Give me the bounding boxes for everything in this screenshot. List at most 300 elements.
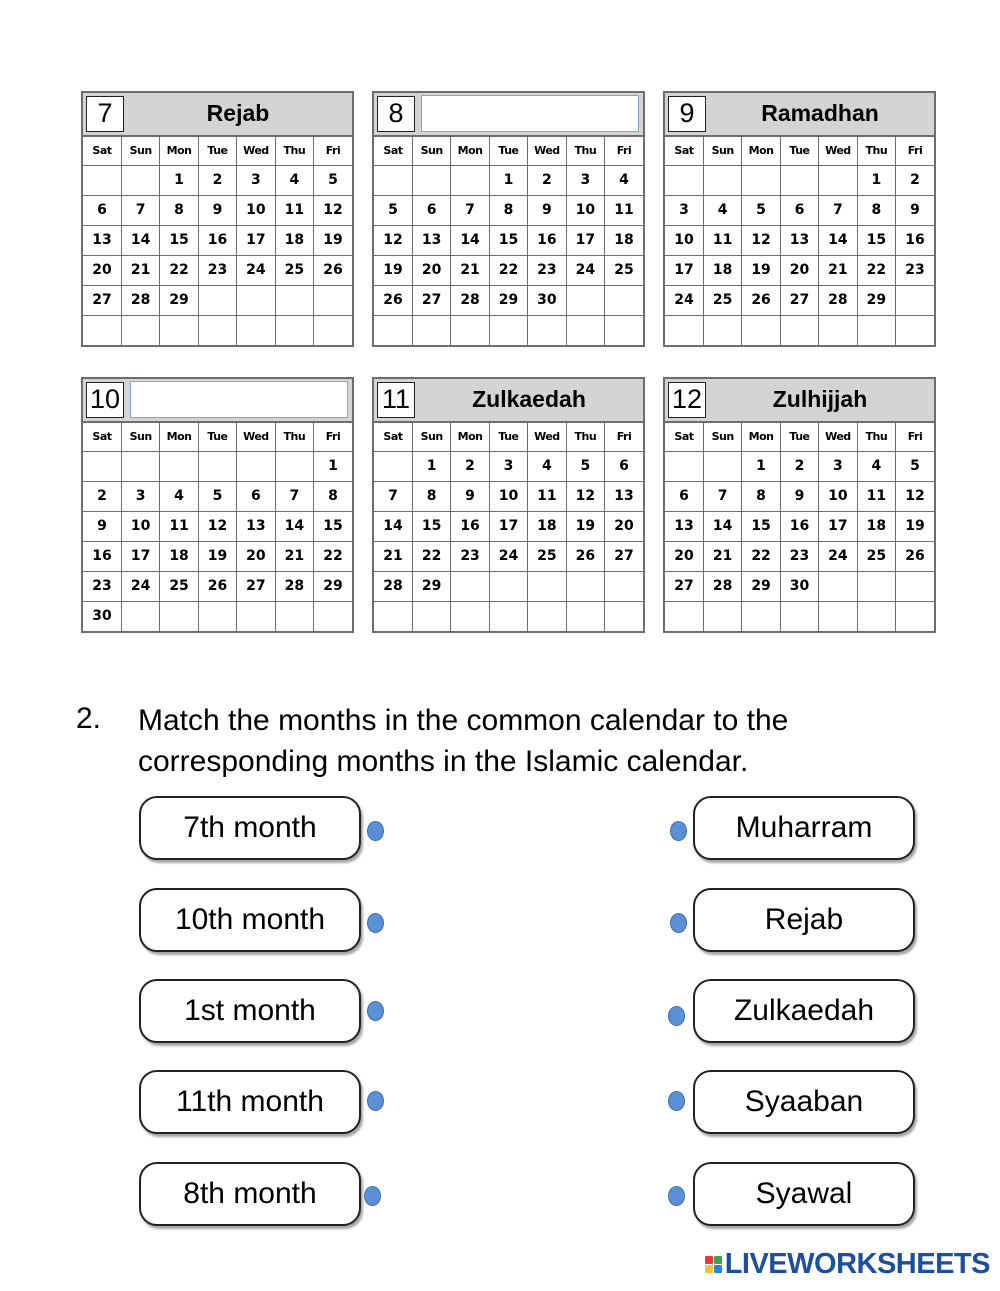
day-cell: 26 [314, 255, 352, 285]
weekday-header: Sun [703, 137, 741, 165]
week-row [374, 601, 643, 631]
month-name-input[interactable] [421, 95, 639, 132]
day-cell: 16 [528, 225, 566, 255]
right-connector-dot[interactable] [668, 1186, 685, 1206]
day-cell: 14 [703, 511, 741, 541]
day-cell [275, 315, 313, 345]
day-cell [703, 451, 741, 481]
weekday-header: Mon [742, 423, 780, 451]
month-number: 8 [377, 96, 415, 132]
day-cell: 14 [374, 511, 412, 541]
week-row [374, 541, 643, 571]
day-cell: 16 [198, 225, 236, 255]
week-row [665, 315, 934, 345]
day-cell: 15 [160, 225, 198, 255]
week-row [83, 571, 352, 601]
day-cell: 5 [374, 195, 412, 225]
weekday-header: Sat [665, 137, 703, 165]
day-cell [314, 601, 352, 631]
day-cell [275, 451, 313, 481]
day-cell: 1 [314, 451, 352, 481]
day-cell [374, 165, 412, 195]
day-cell: 10 [121, 511, 159, 541]
weekday-header: Sun [121, 423, 159, 451]
weekday-header: Thu [857, 137, 895, 165]
day-cell [857, 315, 895, 345]
day-cell: 18 [275, 225, 313, 255]
day-cell: 17 [665, 255, 703, 285]
day-cell [83, 451, 121, 481]
day-cell: 22 [489, 255, 527, 285]
left-connector-dot[interactable] [367, 1001, 384, 1021]
day-cell [121, 601, 159, 631]
day-cell: 8 [160, 195, 198, 225]
day-cell [896, 315, 934, 345]
left-item-8th-month[interactable]: 8th month [139, 1162, 361, 1226]
question-text: Match the months in the common calendar to the corresponding months in the Islamic calendar. [138, 704, 789, 778]
day-cell [896, 601, 934, 631]
day-cell: 15 [412, 511, 450, 541]
day-cell [160, 601, 198, 631]
day-cell [275, 285, 313, 315]
day-cell: 9 [780, 481, 818, 511]
day-cell [489, 571, 527, 601]
calendar-month-11 [372, 377, 645, 633]
day-cell: 15 [489, 225, 527, 255]
day-cell: 3 [121, 481, 159, 511]
day-cell: 19 [198, 541, 236, 571]
left-connector-dot[interactable] [364, 1186, 381, 1206]
right-item-rejab[interactable]: Rejab [693, 888, 915, 952]
day-cell: 26 [374, 285, 412, 315]
day-cell: 18 [857, 511, 895, 541]
day-cell: 20 [237, 541, 275, 571]
day-cell: 22 [412, 541, 450, 571]
day-cell: 21 [451, 255, 489, 285]
weekday-header: Sat [665, 423, 703, 451]
day-cell: 24 [566, 255, 604, 285]
day-cell: 22 [742, 541, 780, 571]
week-row [83, 285, 352, 315]
day-cell: 27 [237, 571, 275, 601]
day-cell: 28 [703, 571, 741, 601]
day-cell: 30 [528, 285, 566, 315]
month-name: Rejab [206, 100, 270, 126]
week-row [374, 255, 643, 285]
weekday-header: Wed [237, 137, 275, 165]
day-cell [566, 571, 604, 601]
day-cell [374, 601, 412, 631]
day-cell: 2 [451, 451, 489, 481]
day-cell: 21 [121, 255, 159, 285]
weekday-header: Thu [857, 423, 895, 451]
calendar-header [374, 379, 643, 423]
calendar-month-12 [663, 377, 936, 633]
day-cell: 14 [275, 511, 313, 541]
weekday-header: Sat [374, 137, 412, 165]
day-cell: 29 [160, 285, 198, 315]
week-row [374, 285, 643, 315]
day-cell [528, 315, 566, 345]
day-cell [605, 571, 643, 601]
day-cell [237, 601, 275, 631]
day-cell: 1 [742, 451, 780, 481]
day-cell: 7 [451, 195, 489, 225]
day-cell: 11 [528, 481, 566, 511]
day-cell: 14 [121, 225, 159, 255]
week-row [374, 451, 643, 481]
day-cell: 29 [412, 571, 450, 601]
week-row [83, 481, 352, 511]
weekday-header: Tue [780, 137, 818, 165]
calendar-header [374, 93, 643, 137]
day-cell [237, 315, 275, 345]
day-cell: 12 [198, 511, 236, 541]
day-cell [780, 165, 818, 195]
month-number: 11 [377, 382, 415, 418]
weekday-header: Tue [489, 423, 527, 451]
day-cell: 24 [665, 285, 703, 315]
day-cell [412, 601, 450, 631]
day-cell [121, 315, 159, 345]
left-item-11th-month[interactable]: 11th month [139, 1070, 361, 1134]
week-row [665, 511, 934, 541]
day-cell [896, 285, 934, 315]
day-cell: 4 [528, 451, 566, 481]
weekday-header: Sun [412, 137, 450, 165]
day-cell: 21 [703, 541, 741, 571]
weekday-header: Mon [742, 137, 780, 165]
day-cell [665, 451, 703, 481]
day-cell: 19 [566, 511, 604, 541]
day-cell [566, 315, 604, 345]
day-cell: 25 [857, 541, 895, 571]
week-row [665, 571, 934, 601]
day-cell: 10 [819, 481, 857, 511]
day-cell [605, 601, 643, 631]
day-cell [605, 285, 643, 315]
day-cell [83, 165, 121, 195]
day-cell: 2 [780, 451, 818, 481]
day-cell: 29 [742, 571, 780, 601]
day-cell [742, 601, 780, 631]
month-name: Zulkaedah [472, 386, 586, 412]
weekday-header: Wed [237, 423, 275, 451]
day-cell [374, 315, 412, 345]
day-cell: 25 [275, 255, 313, 285]
week-row [374, 225, 643, 255]
weekday-header: Tue [780, 423, 818, 451]
right-item-zulkaedah[interactable]: Zulkaedah [693, 979, 915, 1043]
day-cell: 25 [605, 255, 643, 285]
day-cell [237, 451, 275, 481]
day-cell: 21 [819, 255, 857, 285]
day-cell: 9 [198, 195, 236, 225]
day-cell [703, 601, 741, 631]
liveworksheets-brand[interactable] [705, 1248, 990, 1281]
weekday-header: Mon [451, 423, 489, 451]
day-cell: 5 [314, 165, 352, 195]
calendar-grid [374, 423, 643, 631]
day-cell [566, 601, 604, 631]
week-row [374, 195, 643, 225]
day-cell [703, 315, 741, 345]
day-cell: 13 [780, 225, 818, 255]
day-cell: 23 [780, 541, 818, 571]
day-cell: 7 [703, 481, 741, 511]
day-cell: 11 [275, 195, 313, 225]
week-row [374, 481, 643, 511]
day-cell [896, 571, 934, 601]
day-cell [198, 285, 236, 315]
day-cell: 6 [237, 481, 275, 511]
day-cell: 6 [665, 481, 703, 511]
day-cell: 17 [237, 225, 275, 255]
day-cell [451, 571, 489, 601]
day-cell: 1 [412, 451, 450, 481]
weekday-header: Fri [605, 423, 643, 451]
left-connector-dot[interactable] [367, 821, 384, 841]
week-row [83, 165, 352, 195]
weekday-header: Tue [198, 423, 236, 451]
day-cell: 15 [742, 511, 780, 541]
week-row [374, 315, 643, 345]
weekday-header: Sun [121, 137, 159, 165]
right-connector-dot[interactable] [668, 1006, 685, 1026]
weekday-header: Sun [703, 423, 741, 451]
week-row [665, 195, 934, 225]
weekday-header: Tue [198, 137, 236, 165]
day-cell: 11 [160, 511, 198, 541]
left-connector-dot[interactable] [367, 913, 384, 933]
weekday-header: Wed [819, 137, 857, 165]
day-cell: 14 [819, 225, 857, 255]
day-cell [819, 315, 857, 345]
day-cell [780, 315, 818, 345]
right-item-syawal[interactable]: Syawal [693, 1162, 915, 1226]
logo-square [705, 1256, 713, 1264]
day-cell: 21 [374, 541, 412, 571]
right-item-muharram[interactable]: Muharram [693, 796, 915, 860]
day-cell: 16 [83, 541, 121, 571]
day-cell: 2 [528, 165, 566, 195]
right-connector-dot[interactable] [670, 913, 687, 933]
calendar-header [83, 93, 352, 137]
day-cell: 27 [665, 571, 703, 601]
calendar-month-10 [81, 377, 354, 633]
calendar-grid [83, 423, 352, 631]
day-cell: 9 [896, 195, 934, 225]
logo-square [705, 1265, 713, 1273]
day-cell: 10 [489, 481, 527, 511]
calendar-header [665, 379, 934, 423]
day-cell: 16 [451, 511, 489, 541]
day-cell: 13 [237, 511, 275, 541]
day-cell: 24 [489, 541, 527, 571]
day-cell: 22 [857, 255, 895, 285]
month-number: 7 [86, 96, 124, 132]
day-cell [198, 451, 236, 481]
calendar-grid [665, 137, 934, 345]
day-cell [412, 315, 450, 345]
calendar-grid [374, 137, 643, 345]
day-cell [451, 315, 489, 345]
question-number: 2. [76, 702, 102, 735]
day-cell: 29 [857, 285, 895, 315]
day-cell [566, 285, 604, 315]
month-number: 12 [668, 382, 706, 418]
day-cell: 20 [412, 255, 450, 285]
day-cell [489, 601, 527, 631]
day-cell: 5 [566, 451, 604, 481]
calendar-month-9 [663, 91, 936, 347]
day-cell: 28 [275, 571, 313, 601]
day-cell [528, 601, 566, 631]
month-name: Zulhijjah [772, 386, 868, 412]
day-cell [314, 315, 352, 345]
day-cell: 8 [314, 481, 352, 511]
day-cell [665, 315, 703, 345]
weekday-header: Fri [314, 137, 352, 165]
day-cell: 9 [528, 195, 566, 225]
calendar-header [665, 93, 934, 137]
weekday-header: Mon [160, 137, 198, 165]
weekday-header: Thu [275, 137, 313, 165]
day-cell: 6 [605, 451, 643, 481]
day-cell: 12 [566, 481, 604, 511]
day-cell: 4 [703, 195, 741, 225]
day-cell: 4 [275, 165, 313, 195]
day-cell: 23 [198, 255, 236, 285]
day-cell [275, 601, 313, 631]
day-cell: 10 [665, 225, 703, 255]
day-cell: 17 [489, 511, 527, 541]
day-cell [121, 165, 159, 195]
day-cell: 27 [780, 285, 818, 315]
day-cell: 24 [237, 255, 275, 285]
left-connector-dot[interactable] [367, 1091, 384, 1111]
day-cell: 28 [374, 571, 412, 601]
day-cell: 19 [374, 255, 412, 285]
weekday-header: Fri [896, 137, 934, 165]
day-cell: 16 [896, 225, 934, 255]
day-cell: 6 [412, 195, 450, 225]
day-cell: 12 [896, 481, 934, 511]
day-cell: 18 [160, 541, 198, 571]
week-row [83, 451, 352, 481]
day-cell: 25 [703, 285, 741, 315]
day-cell [412, 165, 450, 195]
day-cell: 23 [896, 255, 934, 285]
logo-square [714, 1256, 722, 1264]
day-cell: 5 [896, 451, 934, 481]
day-cell [489, 315, 527, 345]
day-cell: 5 [198, 481, 236, 511]
week-row [374, 511, 643, 541]
day-cell: 13 [83, 225, 121, 255]
left-item-7th-month[interactable]: 7th month [139, 796, 361, 860]
right-connector-dot[interactable] [668, 1091, 685, 1111]
day-cell: 13 [412, 225, 450, 255]
day-cell [160, 315, 198, 345]
day-cell: 6 [780, 195, 818, 225]
day-cell: 1 [160, 165, 198, 195]
day-cell: 16 [780, 511, 818, 541]
day-cell: 10 [237, 195, 275, 225]
day-cell: 4 [160, 481, 198, 511]
day-cell: 12 [314, 195, 352, 225]
day-cell [665, 601, 703, 631]
calendar-month-8 [372, 91, 645, 347]
day-cell: 8 [489, 195, 527, 225]
day-cell [703, 165, 741, 195]
day-cell: 22 [160, 255, 198, 285]
weekday-header: Thu [275, 423, 313, 451]
week-row [665, 601, 934, 631]
weekday-header: Thu [566, 423, 604, 451]
day-cell: 26 [742, 285, 780, 315]
day-cell: 30 [83, 601, 121, 631]
day-cell: 27 [605, 541, 643, 571]
day-cell: 23 [83, 571, 121, 601]
day-cell: 7 [819, 195, 857, 225]
brand-name: LIVEWORKSHEETS [724, 1248, 990, 1280]
month-number: 10 [86, 382, 124, 418]
day-cell: 11 [703, 225, 741, 255]
day-cell: 25 [528, 541, 566, 571]
day-cell: 19 [314, 225, 352, 255]
day-cell [819, 165, 857, 195]
day-cell [528, 571, 566, 601]
week-row [665, 451, 934, 481]
day-cell [605, 315, 643, 345]
day-cell: 28 [121, 285, 159, 315]
logo-square [714, 1265, 722, 1273]
month-name-input[interactable] [130, 381, 348, 418]
day-cell [857, 601, 895, 631]
day-cell [374, 451, 412, 481]
week-row [665, 225, 934, 255]
weekday-header: Mon [160, 423, 198, 451]
day-cell: 20 [780, 255, 818, 285]
day-cell [237, 285, 275, 315]
day-cell: 3 [665, 195, 703, 225]
calendar-grid [665, 423, 934, 631]
left-item-1st-month[interactable]: 1st month [139, 979, 361, 1043]
day-cell: 9 [451, 481, 489, 511]
day-cell: 15 [314, 511, 352, 541]
day-cell: 27 [412, 285, 450, 315]
day-cell: 13 [605, 481, 643, 511]
day-cell: 13 [665, 511, 703, 541]
week-row [83, 225, 352, 255]
week-row [83, 541, 352, 571]
day-cell: 20 [83, 255, 121, 285]
right-connector-dot[interactable] [670, 821, 687, 841]
week-row [83, 601, 352, 631]
day-cell: 11 [857, 481, 895, 511]
day-cell: 2 [83, 481, 121, 511]
calendar-grid [83, 137, 352, 345]
calendar-month-7 [81, 91, 354, 347]
left-item-10th-month[interactable]: 10th month [139, 888, 361, 952]
day-cell [451, 601, 489, 631]
day-cell: 22 [314, 541, 352, 571]
right-item-syaaban[interactable]: Syaaban [693, 1070, 915, 1134]
day-cell: 29 [314, 571, 352, 601]
day-cell: 14 [451, 225, 489, 255]
day-cell [742, 165, 780, 195]
